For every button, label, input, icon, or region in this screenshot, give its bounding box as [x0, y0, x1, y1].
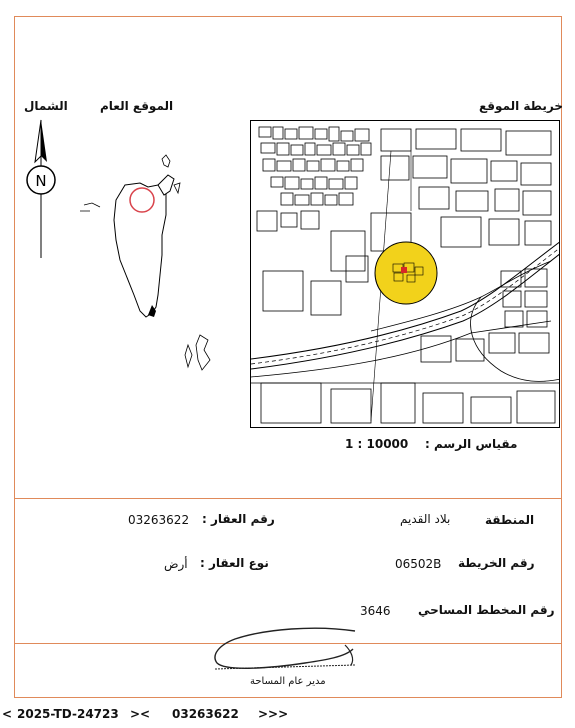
map-number-label: رقم الخريطة	[458, 556, 535, 570]
footer-right-arrows: >>>	[258, 707, 289, 721]
footer-mid-arrows: ><	[130, 707, 151, 721]
site-map-title: خريطة الموقع	[478, 99, 563, 113]
general-location-title: الموقع العام	[100, 99, 174, 113]
north-title: الشمال	[24, 99, 68, 113]
footer-left-arrow: <	[2, 707, 13, 721]
top-divider	[14, 498, 562, 499]
property-number-label: رقم العقار :	[202, 512, 275, 526]
site-map	[250, 120, 560, 428]
footer-property-ref: 03263622	[172, 707, 239, 721]
survey-plan-value: 3646	[360, 604, 391, 618]
property-type-value: أرض	[164, 557, 188, 571]
region-value: بلاد القديم	[400, 512, 451, 526]
scale-label: مقياس الرسم :	[425, 437, 518, 451]
survey-plan-label: رقم المخطط المساحي	[418, 603, 555, 617]
site-parcel-marker	[401, 267, 407, 273]
signature-caption: مدير عام المساحة	[250, 676, 326, 687]
map-number-value: 06502B	[395, 557, 442, 571]
country-overview-map	[70, 145, 230, 385]
signature-graphic	[205, 625, 365, 680]
north-arrow-icon	[20, 118, 62, 263]
north-letter: N	[35, 172, 47, 190]
footer-doc-ref: 2025-TD-24723	[17, 707, 119, 721]
property-type-label: نوع العقار :	[200, 556, 269, 570]
scale-value: 1 : 10000	[345, 437, 409, 451]
region-label: المنطقة	[485, 513, 535, 527]
property-number-value: 03263622	[128, 513, 190, 527]
footer-reference-bar	[0, 705, 575, 725]
site-map-drawing	[251, 121, 560, 428]
